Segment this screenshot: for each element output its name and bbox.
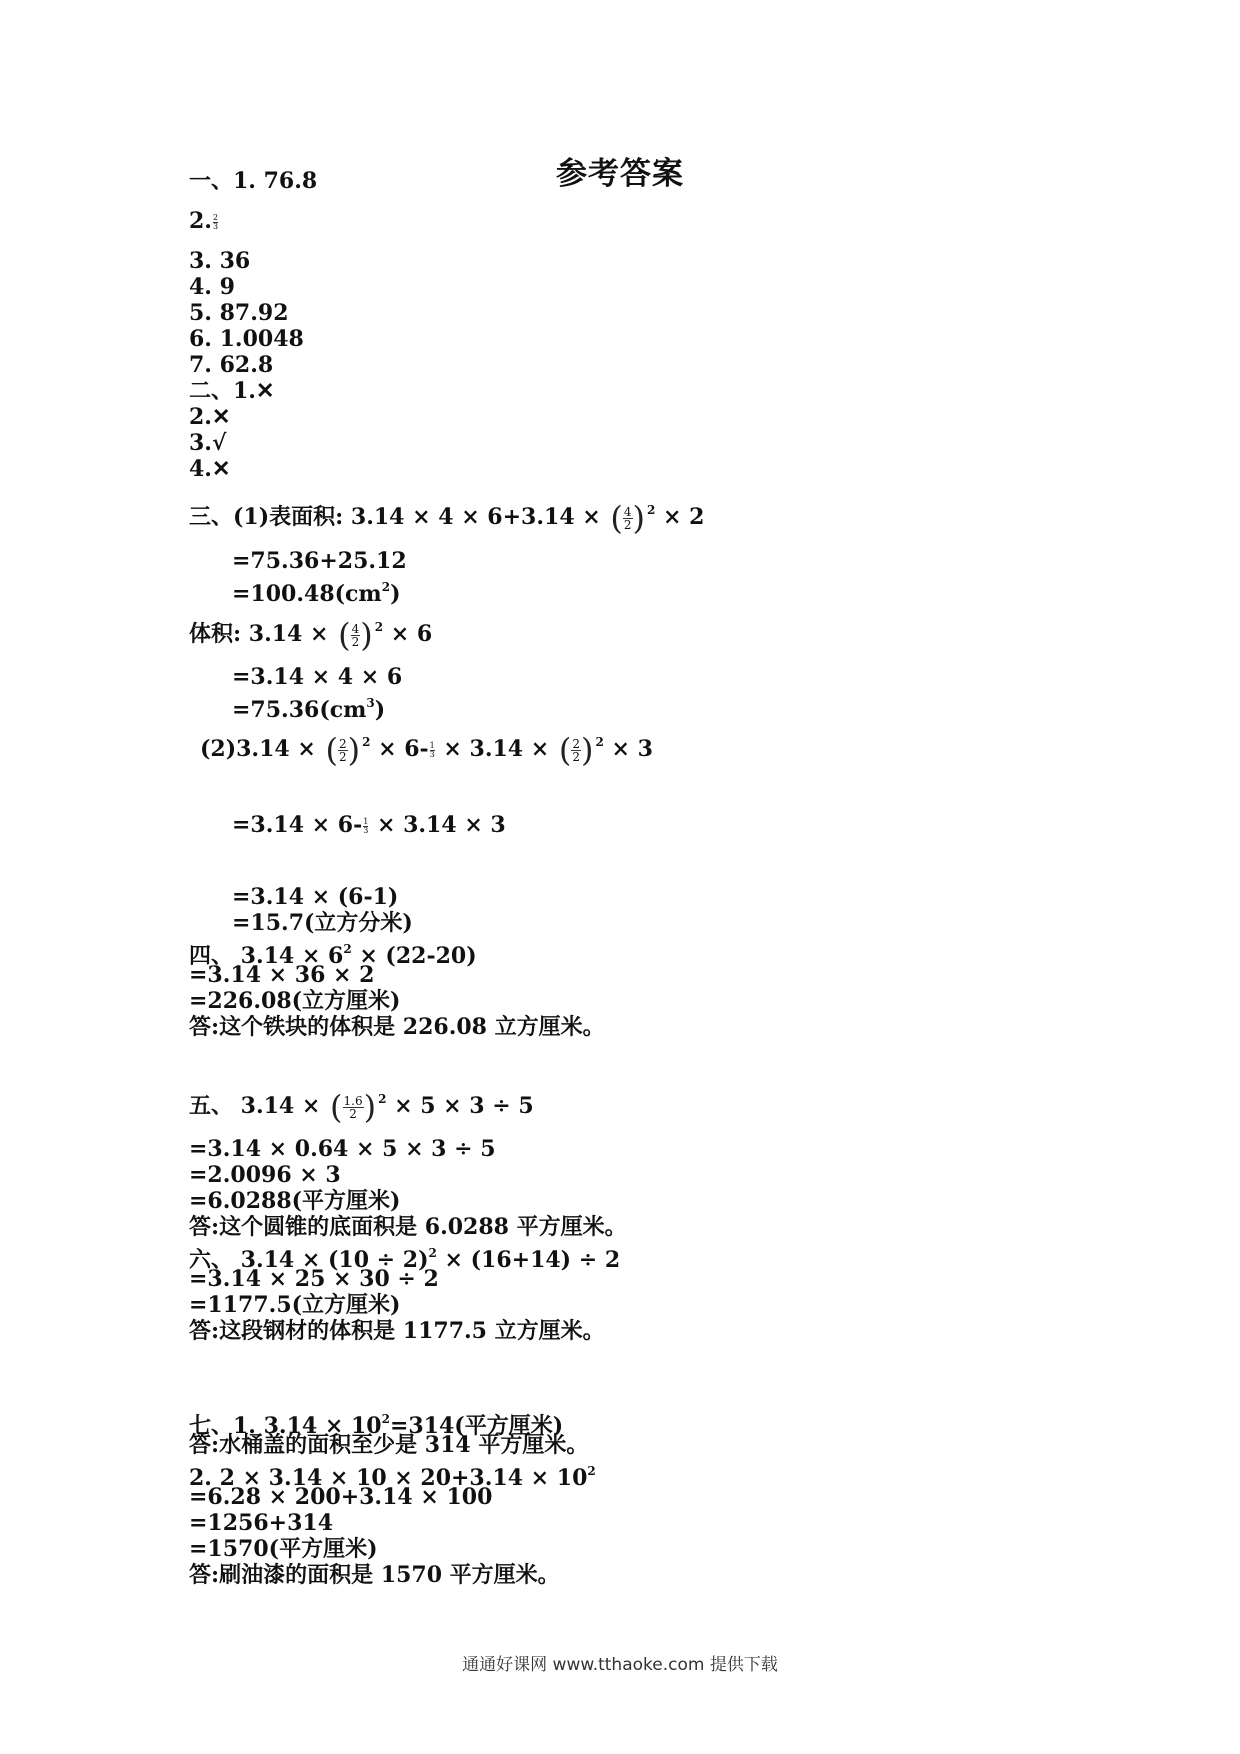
sec1-line-3: 3. 36 [189,248,251,274]
page-title: 参考答案 [556,156,684,192]
paren-fraction: ( $\frac{1.6}{2}$ ) [330,1088,377,1126]
sec4-line-4: 答:这个铁块的体积是 226.08 立方厘米。 [189,1014,605,1040]
fraction: $\frac{1}{3}$ [363,816,369,835]
sec7-line-3: 2. $2 \times 3.14 \times 10 \times 20+3.14 \times 10^2$ [189,1464,596,1491]
sec4-line-3: =226.08(立方厘米) [189,988,401,1014]
sec7-line-7: 答:刷油漆的面积是 1570 平方厘米。 [189,1562,560,1588]
sec2-line-4: 4.✕ [189,456,231,482]
sec5-line-1: 五、 3.14 × ( $\frac{1.6}{2}$ ) $^2$ × 5 × 3 ÷ 5 [189,1088,534,1126]
sec1-line-6: 6. 1.0048 [189,326,304,352]
sec3-line-6: $=75.36(cm^3)$ [232,696,386,723]
sec4-line-1: 四、 $3.14 \times 6^2 \times (22-20)$ [189,942,477,969]
sec1-line-2 [189,208,219,234]
sec5-line-2: =3.14 × 0.64 × 5 × 3 ÷ 5 [189,1136,496,1162]
sec6-line-3: =1177.5(立方厘米) [189,1292,401,1318]
sec1-line-5: 5. 87.92 [189,300,289,326]
sec3-line-3: $=100.48(cm^2)$ [232,580,401,607]
footer-source-note: 通通好课网 www.tthaoke.com 提供下载 [462,1655,778,1675]
sec3-line-4: 体积: 3.14 × ( $\frac{4}{2}$ ) $^2$ × 6 [189,616,433,654]
sec4-line-2: =3.14 × 36 × 2 [189,962,375,988]
sec3-line-10: =15.7(立方分米) [232,910,413,936]
paren-fraction: ( $\frac{2}{2}$ ) [558,731,594,769]
paren-fraction: ( $\frac{4}{2}$ ) [338,616,373,654]
sec7-line-6: =1570(平方厘米) [189,1536,378,1562]
sec6-line-4: 答:这段钢材的体积是 1177.5 立方厘米。 [189,1318,605,1344]
sec3-line-2: =75.36+25.12 [232,548,407,574]
sec3-line-7: (2)3.14 × ( $\frac{2}{2}$ ) $^2$ × 6- $\frac{1}{3}$ × 3.14 × ( $\frac{2}{2}$ ) $^2$ × 3 [200,731,653,769]
sec7-line-1: 七、1. $3.14 \times 10^2=314$(平方厘米) [189,1412,564,1439]
sec7-line-2: 答:水桶盖的面积至少是 314 平方厘米。 [189,1432,589,1458]
sec2-line-1: 二、1.✕ [189,378,275,404]
sec3-line-8: =3.14 × 6- $\frac{1}{3}$ × 3.14 × 3 [232,812,506,838]
sec1-line-7: 7. 62.8 [189,352,274,378]
sec3-line-5: =3.14 × 4 × 6 [232,664,403,690]
sec1-line-1: 一、1. 76.8 [189,168,318,194]
sec6-line-2: =3.14 × 25 × 30 ÷ 2 [189,1266,439,1292]
paren-fraction: ( $\frac{2}{2}$ ) [325,731,361,769]
sec7-line-4: =6.28 × 200+3.14 × 100 [189,1484,493,1510]
sec5-line-4: =6.0288(平方厘米) [189,1188,401,1214]
sec1-line-4: 4. 9 [189,274,235,300]
sec2-line-3: 3.√ [189,430,227,456]
sec6-line-1: 六、 $3.14 \times (10 \div 2)^2 \times (16+14) \div 2$ [189,1246,621,1273]
fraction: $\frac{1}{3}$ [429,740,435,759]
paren-fraction: ( $\frac{4}{2}$ ) [610,499,645,537]
sec5-line-5: 答:这个圆锥的底面积是 6.0288 平方厘米。 [189,1214,627,1240]
sec3-line-9: =3.14 × (6-1) [232,884,399,910]
sec5-line-3: =2.0096 × 3 [189,1162,341,1188]
sec3-line-1: 三、(1)表面积: 3.14 × 4 × 6+3.14 × ( $\frac{4}{2}$ ) $^2$ × 2 [189,499,705,537]
fraction: $\frac{2}{3}$ [212,212,219,231]
sec1-line-2-text: 2. [189,208,212,234]
sec2-line-2: 2.✕ [189,404,231,430]
sec7-line-5: =1256+314 [189,1510,334,1536]
